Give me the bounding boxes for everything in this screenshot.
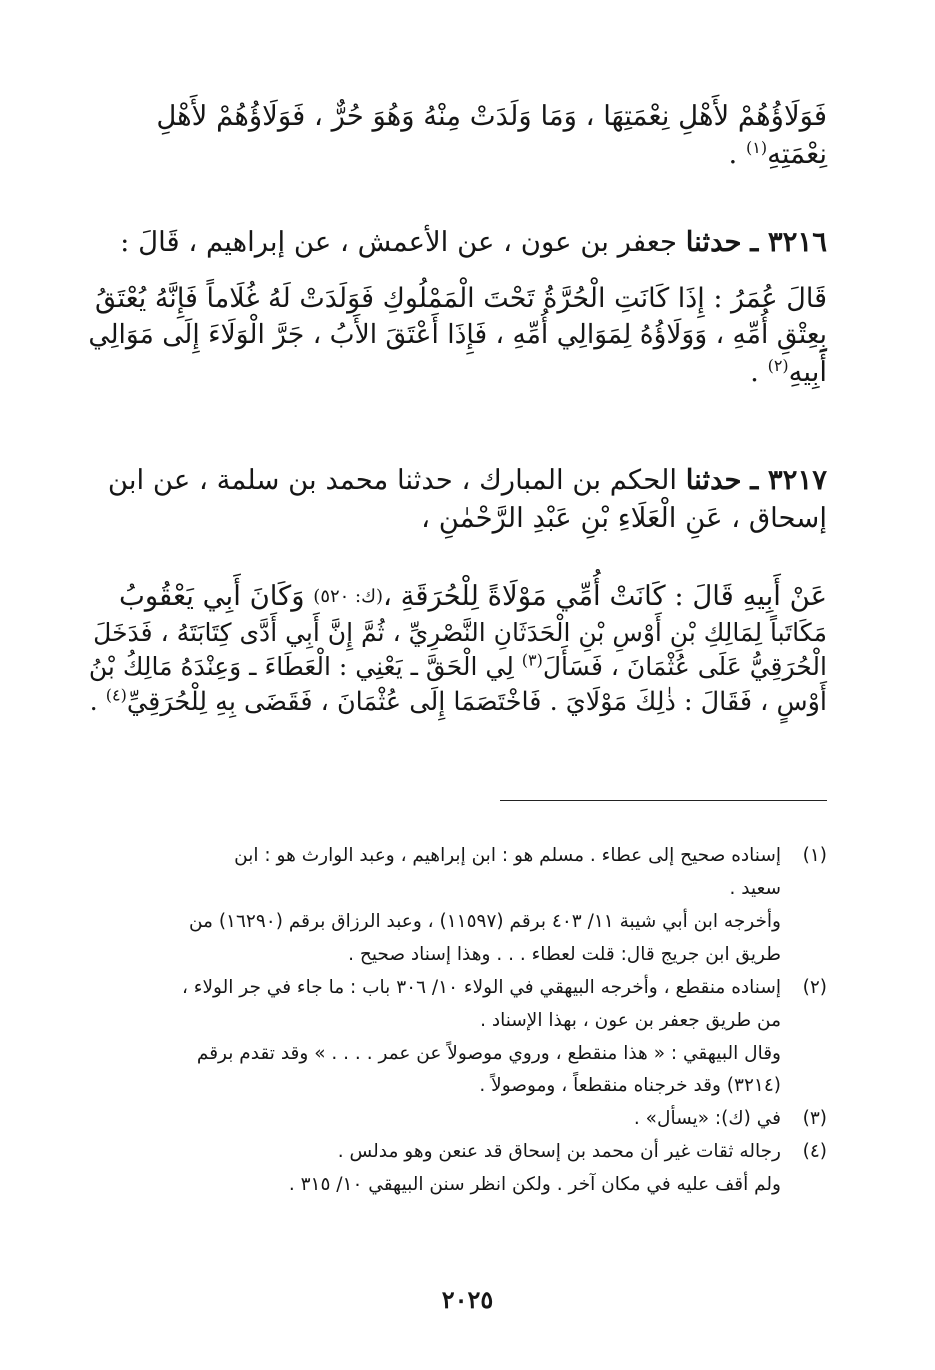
footnote-line: في (ك): «يسأل» . [633, 1108, 781, 1130]
footnote-ref[interactable]: (٣) [521, 651, 543, 671]
footnote-body [80, 1103, 781, 1136]
text-line [85, 650, 827, 685]
text-segment: أَوْسٍ ، فَقَالَ : ذٰلِكَ مَوْلَايَ . فَاخْتَصَمَا إِلَى عُثْمَانَ ، فَقَضَى بِهِ لِلْحُرَقِيِّ [126, 686, 827, 717]
text-segment: عَنْ أَبِيهِ قَالَ : كَانَتْ أُمِّي مَوْلَاةً لِلْحُرَقَةِ ، [382, 580, 827, 612]
narration-keyword: حدثنا [685, 226, 742, 258]
text-line [85, 136, 827, 174]
footnote-line: رجاله ثقات غير أن محمد بن إسحاق قد عنعن وهو مدلس . [337, 1141, 781, 1163]
hadith-number: ٣٢١٦ ـ [750, 226, 827, 258]
footnote-body [80, 1136, 781, 1202]
text-segment: . [728, 137, 747, 170]
footnote-ref[interactable]: (٤) [105, 685, 127, 705]
footnote-ref[interactable]: (٢) [767, 355, 789, 375]
text-line [85, 224, 827, 262]
text-line: قَالَ عُمَرُ : إِذَا كَانَتِ الْحُرَّةُ تَحْتَ الْمَمْلُوكِ فَوَلَدَتْ لَهُ غُلَاماً فَإِنَّهُ يُعْتَقُ [95, 283, 827, 314]
hadith-number: ٣٢١٧ ـ [750, 464, 827, 496]
text-segment: نِعْمَتِهِ [767, 137, 827, 170]
text-segment: الْحُرَقِيُّ عَلَى عُثْمَانَ ، فَسَأَلَ [542, 652, 827, 682]
footnote-line: ولم أقف عليه في مكان آخر . ولكن انظر سنن البيهقي ١٠/ ٣١٥ . [288, 1174, 781, 1196]
text-segment: الحكم بن المبارك ، حدثنا محمد بن سلمة ، عن ابن [107, 464, 686, 496]
text-line [85, 354, 827, 392]
footnote-line: من طريق جعفر بن عون ، بهذا الإسناد . [480, 1009, 781, 1031]
text-segment: لِي الْحَقَّ ـ يَعْنِي : الْعَطَاءَ ـ وَعِنْدَهُ مَالِكُ بْنُ [88, 652, 522, 682]
footnote-4 [80, 1136, 827, 1202]
footnote-3 [80, 1103, 827, 1136]
text-line: بِعِتْقِ أُمِّهِ ، وَوَلَاؤُهُ لِمَوَالِي أُمِّهِ ، فَإِذَا أَعْتَقَ الأَبُ ، جَرَّ الْوَلَاءَ إِلَى مَوَالِي [88, 319, 827, 351]
hadith-3217-matn [85, 578, 827, 720]
text-segment: . [89, 686, 106, 717]
text-line [85, 578, 827, 616]
text-line: مَكَاتَباً لِمَالِكِ بْنِ أَوْسِ بْنِ الْحَدَثَانِ النَّصْرِيِّ ، ثُمَّ إِنَّ أَبِي أَدَّى كِتَابَتَهُ ، فَدَخَلَ [93, 617, 827, 647]
text-line: إسحاق ، عَنِ الْعَلَاءِ بْنِ عَبْدِ الرَّحْمٰنِ ، [421, 501, 827, 534]
paragraph-continuation [85, 98, 827, 174]
footnote-number: (١) [802, 845, 827, 866]
hadith-3217-isnad [85, 462, 827, 538]
footnote-line: إسناده صحيح إلى عطاء . مسلم هو : ابن إبراهيم ، وعبد الوارث هو : ابن [234, 845, 781, 866]
footnote-line: وأخرجه ابن أبي شيبة ١١/ ٤٠٣ برقم (١١٥٩٧) ، وعبد الرزاق برقم (١٦٢٩٠) من [188, 910, 781, 932]
footnote-line: سعيد . [729, 877, 781, 899]
footnote-line: طريق ابن جريج قال: قلت لعطاء . . . وهذا إسناد صحيح . [348, 943, 781, 965]
footnote-body [80, 972, 781, 1104]
hadith-3216-matn [85, 280, 827, 392]
text-segment: . [750, 355, 768, 388]
text-segment: أَبِيهِ [788, 355, 827, 388]
text-line: فَوَلَاؤُهُمْ لأَهْلِ نِعْمَتِهَا ، وَمَا وَلَدَتْ مِنْهُ وَهُوَ حُرٌّ ، فَوَلَاؤُهُمْ لأَهْلِ [156, 100, 827, 132]
page-number: ٢٠٢٥ [441, 1285, 494, 1314]
text-line [85, 462, 827, 500]
text-segment: وَكَانَ أَبِي يَعْقُوبُ [118, 580, 314, 612]
footnote-2 [80, 972, 827, 1104]
footnote-separator [500, 800, 827, 801]
footnote-ref[interactable]: (١) [746, 137, 768, 157]
footnote-number: (٢) [802, 976, 827, 998]
hadith-3216-isnad [85, 224, 827, 262]
footnote-number: (٣) [802, 1108, 827, 1130]
footnote-body [80, 840, 781, 972]
footnote-line: إسناده منقطع ، وأخرجه البيهقي في الولاء ١٠/ ٣٠٦ باب : ما جاء في جر الولاء ، [181, 976, 781, 998]
text-line [85, 685, 827, 720]
footnotes [80, 840, 827, 1202]
manuscript-marker: (ك: ٥٢٠) [313, 586, 383, 608]
footnote-number: (٤) [802, 1141, 827, 1163]
narration-keyword: حدثنا [685, 464, 742, 496]
footnote-1 [80, 840, 827, 972]
footnote-line: (٣٢١٤) وقد خرجناه منقطعاً ، وموصولاً . [479, 1075, 781, 1097]
footnote-line: وقال البيهقي : « هذا منقطع ، وروي موصولاً عن عمر . . . . » وقد تقدم برقم [196, 1042, 781, 1064]
text-segment: جعفر بن عون ، عن الأعمش ، عن إبراهيم ، قَالَ : [120, 226, 686, 258]
